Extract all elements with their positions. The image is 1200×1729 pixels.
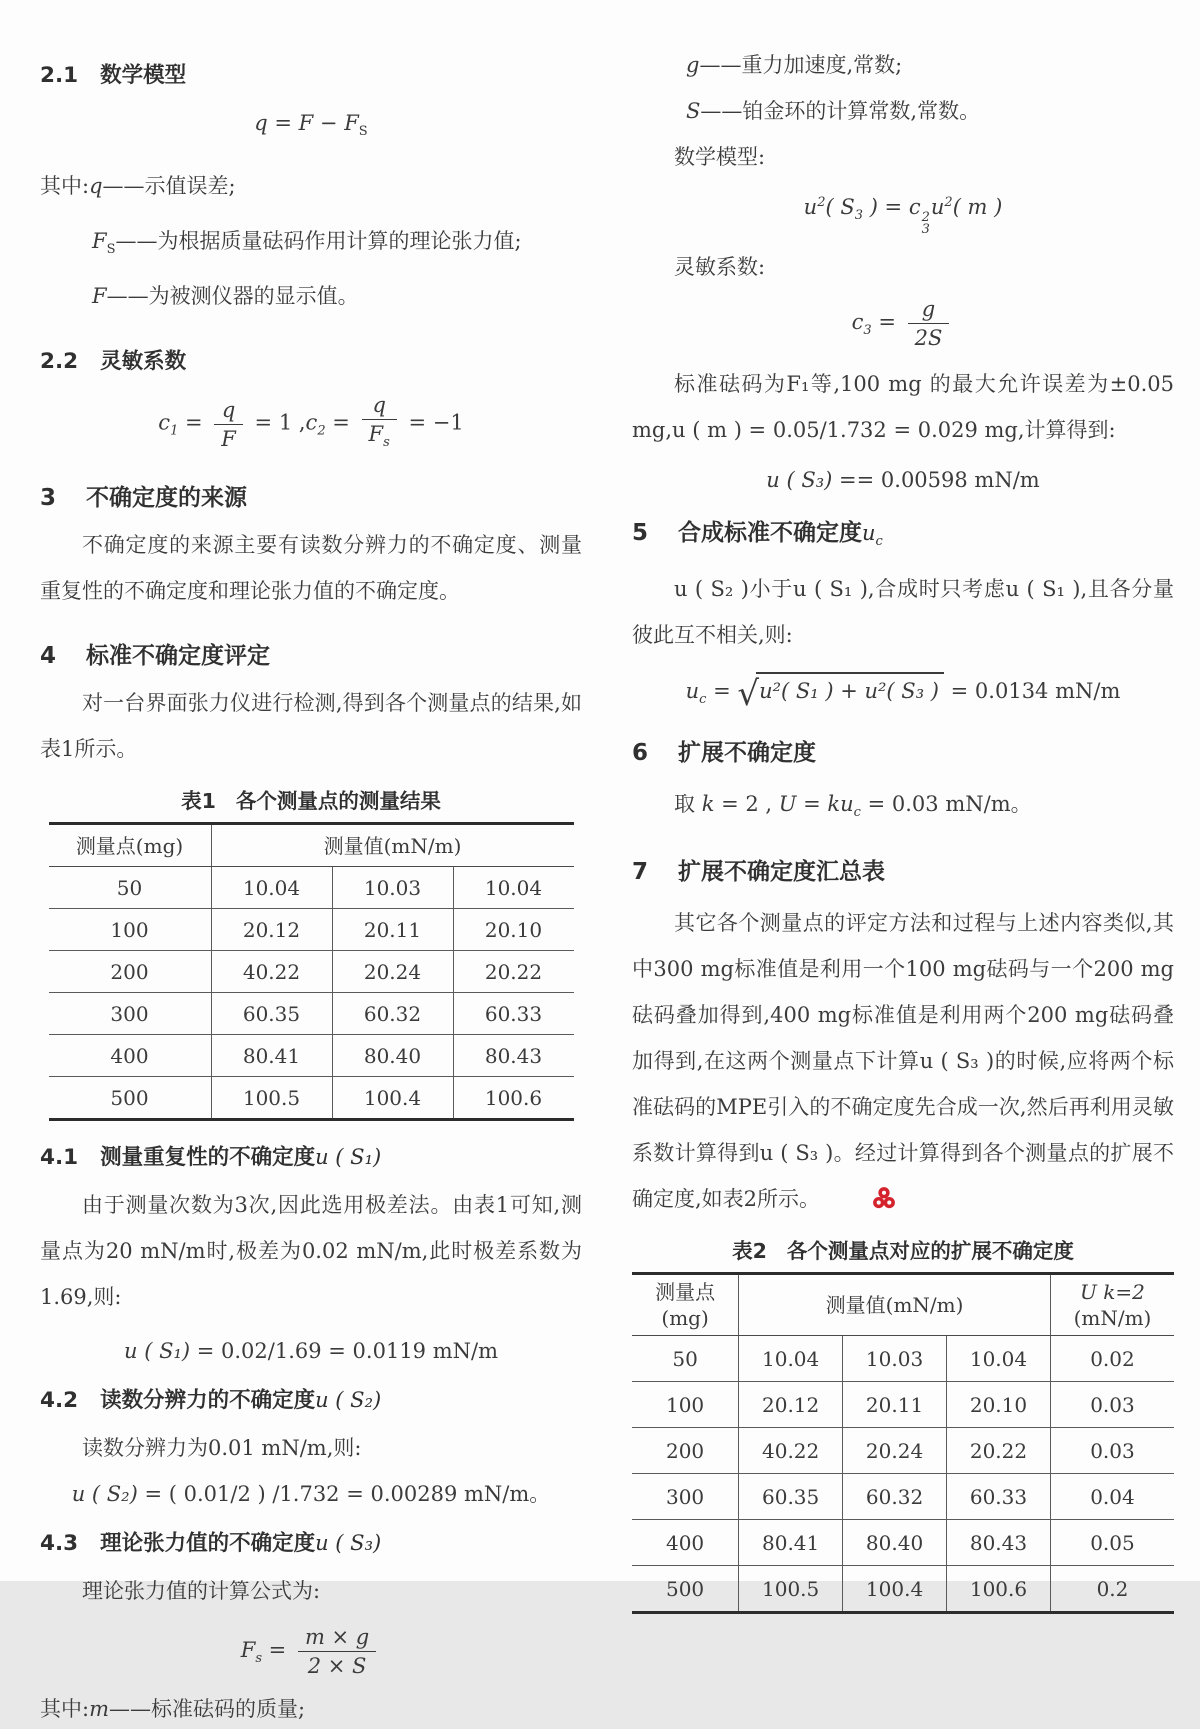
section-title: 测量重复性的不确定度 xyxy=(100,1145,316,1170)
table-row xyxy=(49,1077,574,1120)
definition-text: ——为根据质量砝码作用计算的理论张力值; xyxy=(115,229,522,253)
table-cell: 500 xyxy=(665,1576,705,1601)
radical-symbol: √ xyxy=(737,674,760,714)
formula-text: = xyxy=(178,410,210,435)
superscript: 2 xyxy=(944,195,953,210)
table-cell: 10.04 xyxy=(211,867,332,909)
formula-text: u ( S₂) xyxy=(71,1482,138,1506)
section-number: 2.1 xyxy=(40,63,79,88)
table-cell: 100.5 xyxy=(739,1566,843,1613)
section-number: 4.1 xyxy=(40,1145,79,1170)
subscript: 3 xyxy=(863,323,872,338)
definition-text: ——为被测仪器的显示值。 xyxy=(106,284,359,308)
stack-sup: 2 xyxy=(921,210,930,225)
section-number: 7 xyxy=(632,859,649,885)
formula-text: u ( S₁) xyxy=(124,1339,191,1363)
table-row xyxy=(632,1428,1174,1474)
text-run: = 2 , xyxy=(714,792,779,816)
subscript: 1 xyxy=(170,423,179,439)
table-cell: 400 xyxy=(632,1520,739,1566)
math-run: U xyxy=(778,792,797,816)
section-heading-3 xyxy=(40,482,582,514)
table-row xyxy=(632,1520,1174,1566)
section-title: 读数分辨力的不确定度 xyxy=(100,1388,316,1413)
definition-text: ——重力加速度,常数; xyxy=(699,53,903,77)
paragraph: 对一台界面张力仪进行检测,得到各个测量点的结果,如表1所示。 xyxy=(40,691,582,761)
table-cell: 80.41 xyxy=(739,1520,843,1566)
table-caption-text: 各个测量点对应的扩展不确定度 xyxy=(786,1239,1074,1263)
table-cell: 0.02 xyxy=(1050,1336,1174,1382)
header-line: (mg) xyxy=(661,1306,709,1330)
table-row xyxy=(49,909,574,951)
table-cell: 10.03 xyxy=(332,867,453,909)
table-cell: 20.10 xyxy=(453,909,574,951)
definition-symbol: m xyxy=(89,1697,109,1721)
text-run: 取 xyxy=(674,792,702,816)
subscript: S xyxy=(358,124,368,139)
table-cell: 60.32 xyxy=(332,993,453,1035)
table-row xyxy=(49,867,574,909)
definition-symbol: q xyxy=(89,174,103,198)
formula-c3 xyxy=(632,296,1174,351)
definition-q xyxy=(40,163,582,218)
table-cell: 300 xyxy=(49,993,212,1035)
section-heading-7 xyxy=(632,856,1174,888)
table-cell: 50 xyxy=(49,867,212,909)
table-cell: 200 xyxy=(632,1428,739,1474)
label-math-model: 数学模型: xyxy=(674,145,766,169)
column-header: 测量值(mN/m) xyxy=(211,824,574,867)
definition-symbol: S xyxy=(686,99,701,123)
table-header-row xyxy=(632,1274,1174,1336)
section-title: 标准不确定度评定 xyxy=(86,643,271,669)
formula-text: c xyxy=(851,310,864,334)
formula-text: = xyxy=(706,679,738,703)
table-cell: 60.35 xyxy=(739,1474,843,1520)
formula-u-s1 xyxy=(40,1336,582,1366)
numerator: m × g xyxy=(298,1624,376,1652)
subscript: 2 xyxy=(317,423,326,439)
definition-text: ——铂金环的计算常数,常数。 xyxy=(700,99,981,123)
formula-text: = xyxy=(871,310,903,334)
section-title: 灵敏系数 xyxy=(100,349,187,374)
section-number: 6 xyxy=(632,740,649,766)
definition-symbol-sub: S xyxy=(106,242,116,257)
table-cell: 20.24 xyxy=(332,951,453,993)
paragraph: 理论张力值的计算公式为: xyxy=(82,1579,321,1603)
paragraph: 读数分辨力为0.01 mN/m,则: xyxy=(82,1436,362,1460)
section-title: 理论张力值的不确定度 xyxy=(100,1531,316,1556)
table-caption-label: 表1 xyxy=(181,789,216,813)
paragraph: u ( S₂ )小于u ( S₁ ),合成时只考虑u ( S₁ ),且各分量彼此互不相关,则: xyxy=(632,577,1174,647)
header-line: 测量点 xyxy=(655,1280,716,1304)
heading-math-base: u xyxy=(862,521,876,545)
stacked-sub-sup xyxy=(922,212,930,236)
formula-text: c xyxy=(305,410,318,435)
paragraph: 标准砝码为F₁等,100 mg 的最大允许误差为±0.05 mg,u ( m ) = 0.05/1.732 = 0.029 mg,计算得到: xyxy=(632,372,1174,442)
text-run: = 0.03 mN/m。 xyxy=(860,792,1032,816)
formula-text: = 0.02/1.69 = 0.0119 mN/m xyxy=(190,1339,498,1363)
section-number: 4.2 xyxy=(40,1388,79,1413)
table-row xyxy=(49,951,574,993)
section-title: 扩展不确定度 xyxy=(678,740,817,766)
paragraph: 由于测量次数为3次,因此选用极差法。由表1可知,测量点为20 mN/m时,极差为0.02 mN/m,此时极差系数为1.69,则: xyxy=(40,1193,582,1309)
table-cell: 10.04 xyxy=(739,1336,843,1382)
formula-text: ( m ) xyxy=(952,195,1003,219)
table-cell: 400 xyxy=(49,1035,212,1077)
table-2-caption xyxy=(632,1234,1174,1264)
definition-prefix: 其中: xyxy=(40,1697,90,1721)
table-cell: 20.12 xyxy=(211,909,332,951)
formula-text: = ( 0.01/2 ) /1.732 = 0.00289 mN/m。 xyxy=(137,1482,551,1506)
denominator-base: F xyxy=(368,422,384,446)
formula-fs xyxy=(40,1624,582,1679)
table-cell: 500 xyxy=(110,1085,149,1110)
definition-text: ——示值误差; xyxy=(102,174,236,198)
formula-text: F xyxy=(240,1638,256,1662)
table-cell: 80.40 xyxy=(332,1035,453,1077)
formula-text: = 0.0134 mN/m xyxy=(943,679,1121,703)
formula-text: u xyxy=(685,679,700,703)
section-title: 扩展不确定度汇总表 xyxy=(678,859,886,885)
table-cell: 100 xyxy=(632,1382,739,1428)
table-cell: 0.05 xyxy=(1050,1520,1174,1566)
formula-u-s2 xyxy=(40,1479,582,1509)
heading-math: u ( S₂) xyxy=(315,1388,382,1412)
table-cell: 20.11 xyxy=(843,1382,947,1428)
heading-math: u ( S₃) xyxy=(315,1531,382,1555)
table-cell: 60.32 xyxy=(843,1474,947,1520)
text-run: = xyxy=(796,792,828,816)
numerator: q xyxy=(214,397,243,425)
table-cell: 40.22 xyxy=(739,1428,843,1474)
table-cell: 50 xyxy=(632,1336,739,1382)
table-cell: 60.33 xyxy=(453,993,574,1035)
definition-f xyxy=(40,273,582,328)
subscript: c xyxy=(699,692,707,707)
section-title: 合成标准不确定度 xyxy=(678,520,863,546)
table-cell: 200 xyxy=(49,951,212,993)
table-1-caption xyxy=(40,784,582,814)
definition-m xyxy=(40,1689,582,1729)
formula-text: = xyxy=(261,1638,293,1662)
definition-s xyxy=(632,88,1174,134)
definition-symbol: g xyxy=(686,53,700,77)
definition-prefix: 其中: xyxy=(40,174,90,198)
header-line: U k=2 xyxy=(1080,1280,1145,1304)
denominator xyxy=(362,420,397,456)
section-title: 数学模型 xyxy=(100,63,187,88)
table-cell: 100.4 xyxy=(332,1077,453,1120)
section-number: 4 xyxy=(40,643,57,669)
right-column xyxy=(632,42,1174,1601)
fraction xyxy=(362,392,397,456)
table-row xyxy=(632,1382,1174,1428)
paragraph-summary xyxy=(632,900,1174,1226)
section-heading-2-2 xyxy=(40,346,582,378)
table-cell: 0.03 xyxy=(1050,1428,1174,1474)
formula-text: q = F − F xyxy=(254,111,359,135)
table-cell: 20.22 xyxy=(947,1428,1051,1474)
table-cell: 80.40 xyxy=(843,1520,947,1566)
heading-math-sub: c xyxy=(875,534,883,549)
table-2 xyxy=(632,1272,1174,1614)
section-number: 3 xyxy=(40,485,57,511)
stack-sub: 3 xyxy=(921,222,930,237)
definition-text: ——标准砝码的质量; xyxy=(109,1697,306,1721)
section-title: 不确定度的来源 xyxy=(86,485,248,511)
section-heading-6 xyxy=(632,737,1174,769)
superscript: 2 xyxy=(817,195,826,210)
formula-text: = xyxy=(325,410,357,435)
table-caption-label: 表2 xyxy=(732,1239,767,1263)
table-cell: 0.04 xyxy=(1050,1474,1174,1520)
column-header: 测量点(mg) xyxy=(49,824,212,867)
label-sensitivity: 灵敏系数: xyxy=(674,255,766,279)
formula-u2-s3 xyxy=(632,188,1174,236)
formula-text: == 0.00598 mN/m xyxy=(832,468,1040,492)
denominator: F xyxy=(221,426,236,451)
definition-fs xyxy=(40,218,582,273)
formula-text: ) = c xyxy=(863,195,921,219)
column-header xyxy=(1050,1274,1174,1336)
paragraph: 不确定度的来源主要有读数分辨力的不确定度、测量重复性的不确定度和理论张力值的不确定度。 xyxy=(40,533,582,603)
section-heading-5 xyxy=(632,517,1174,558)
table-row xyxy=(632,1566,1174,1613)
denominator-sub: s xyxy=(383,435,390,450)
table-cell: 300 xyxy=(632,1474,739,1520)
table-cell: 0.2 xyxy=(1050,1566,1174,1613)
table-cell: 60.33 xyxy=(947,1474,1051,1520)
table-row xyxy=(632,1336,1174,1382)
subscript: c xyxy=(853,805,861,820)
table-cell: 100 xyxy=(49,909,212,951)
formula-uc-combined xyxy=(632,672,1174,715)
table-1 xyxy=(49,822,574,1121)
section-heading-4-1 xyxy=(40,1141,582,1174)
table-cell: 20.11 xyxy=(332,909,453,951)
article-end-icon xyxy=(830,1180,896,1226)
formula-text: ( S xyxy=(825,195,855,219)
table-cell: 20.12 xyxy=(739,1382,843,1428)
table-cell: 40.22 xyxy=(211,951,332,993)
table-cell: 60.35 xyxy=(211,993,332,1035)
table-cell: 100.4 xyxy=(843,1566,947,1613)
table-caption-text: 各个测量点的测量结果 xyxy=(235,789,441,813)
definition-g xyxy=(632,42,1174,88)
text-run: 其它各个测量点的评定方法和过程与上述内容类似,其中300 mg标准值是利用一个100 mg砝码与一个200 mg砝码叠加得到,400 mg标准值是利用两个200 mg砝码叠加得到,在这两个测量点下计算u ( S₃ )的时候,应将两个标准砝码的MPE引入的不确定度先合成一次,然后再利用灵敏系数计算得到u ( S₃ )。经过计算得到各个测量点的扩展不确定度,如表2所示。 xyxy=(632,911,1174,1211)
table-cell: 10.04 xyxy=(947,1336,1051,1382)
math-run: ku xyxy=(827,792,854,816)
table-cell: 20.24 xyxy=(843,1428,947,1474)
denominator: 2S xyxy=(914,326,943,350)
fraction xyxy=(214,397,243,452)
formula-sensitivity-c1-c2 xyxy=(40,392,582,456)
subscript: s xyxy=(255,1651,262,1666)
formula-text: u ( S₃) xyxy=(766,468,833,492)
formula-text: u xyxy=(803,195,818,219)
section-number: 2.2 xyxy=(40,349,79,374)
formula-text: = −1 xyxy=(401,410,464,435)
table-cell: 10.03 xyxy=(843,1336,947,1382)
section-number: 4.3 xyxy=(40,1531,79,1556)
table-header-row xyxy=(49,824,574,867)
formula-u-s3 xyxy=(632,465,1174,495)
section-heading-4-3 xyxy=(40,1527,582,1560)
section-number: 5 xyxy=(632,520,649,546)
formula-q-model xyxy=(40,108,582,147)
table-cell: 80.41 xyxy=(211,1035,332,1077)
section-heading-4 xyxy=(40,640,582,672)
square-root xyxy=(737,674,944,714)
column-header xyxy=(632,1274,739,1336)
table-cell: 80.43 xyxy=(453,1035,574,1077)
column-header: 测量值(mN/m) xyxy=(739,1274,1051,1336)
header-line: (mN/m) xyxy=(1073,1306,1152,1330)
section-heading-2-1 xyxy=(40,60,582,92)
formula-text: = 1 , xyxy=(247,410,306,435)
table-cell: 0.03 xyxy=(1050,1382,1174,1428)
subscript: 3 xyxy=(854,208,864,223)
table-row xyxy=(632,1474,1174,1520)
table-cell: 10.04 xyxy=(453,867,574,909)
numerator: q xyxy=(362,392,397,420)
table-cell: 100.6 xyxy=(453,1077,574,1120)
radicand: u²( S₁ ) + u²( S₃ ) xyxy=(756,672,944,706)
table-row xyxy=(49,1035,574,1077)
heading-math xyxy=(862,521,883,549)
table-cell: 100.5 xyxy=(211,1077,332,1120)
denominator: 2 × S xyxy=(307,1654,367,1678)
formula-text: c xyxy=(158,410,171,435)
heading-math: u ( S₁) xyxy=(315,1145,382,1169)
fraction xyxy=(298,1624,376,1679)
table-cell: 100.6 xyxy=(947,1566,1051,1613)
numerator: g xyxy=(908,296,950,324)
table-cell: 20.10 xyxy=(947,1382,1051,1428)
math-run: k xyxy=(701,792,715,816)
definition-symbol: F xyxy=(92,229,107,253)
table-cell: 80.43 xyxy=(947,1520,1051,1566)
formula-text: u xyxy=(930,195,945,219)
section-heading-4-2 xyxy=(40,1384,582,1417)
paragraph-expanded-u xyxy=(632,781,1174,836)
table-cell: 20.22 xyxy=(453,951,574,993)
table-row xyxy=(49,993,574,1035)
definition-symbol: F xyxy=(92,284,107,308)
fraction xyxy=(908,296,950,351)
